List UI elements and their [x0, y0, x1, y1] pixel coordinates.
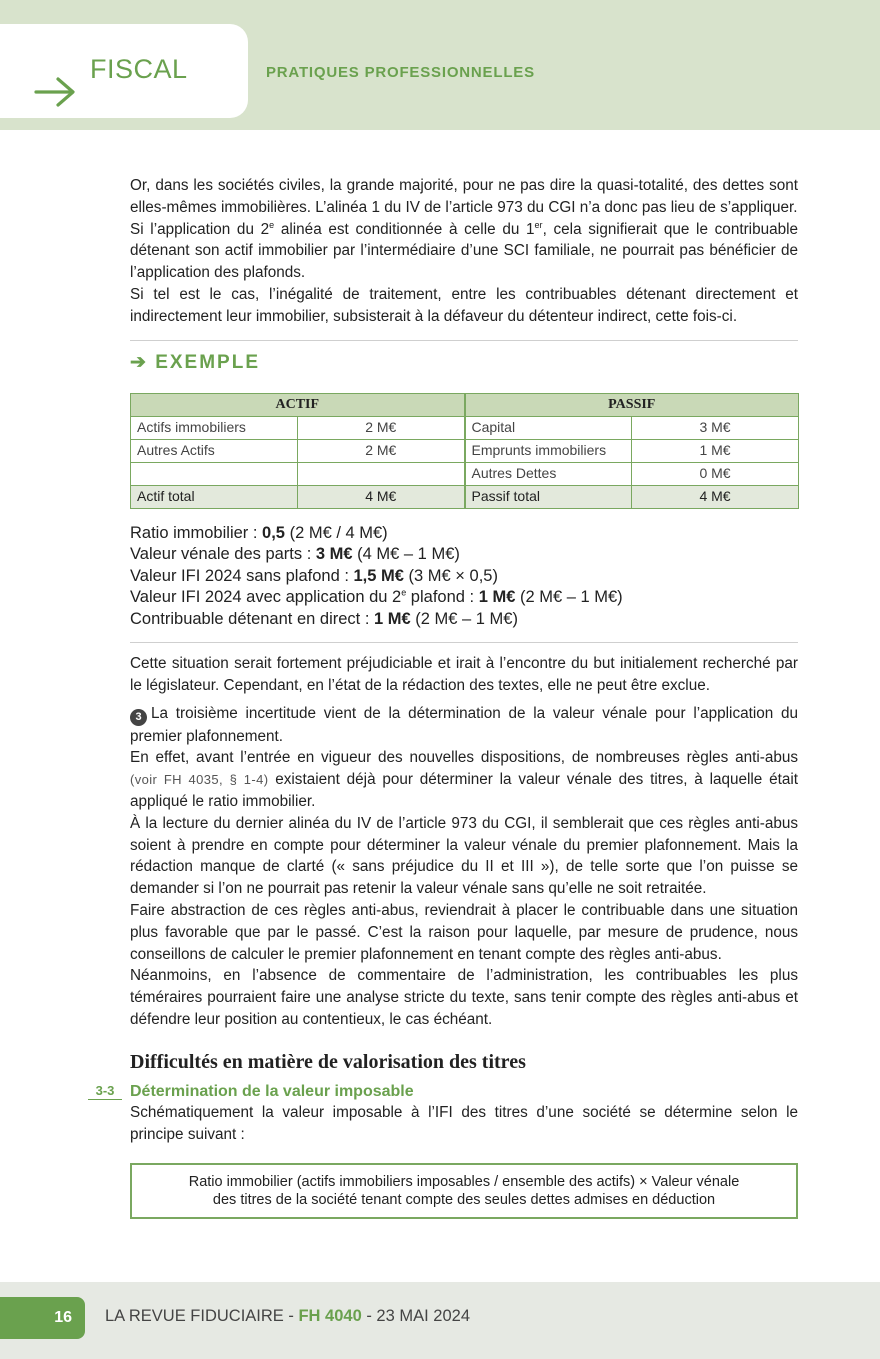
paragraph: En effet, avant l’entrée en vigueur des nouvelles dispositions, de nombreuses règles anti-abus (voir FH 4035, § 1-4) existaient déjà pour déterminer la valeur vénale des titres, à laquelle était appliqué le ratio immobilier.: [130, 749, 798, 811]
section-name: FISCAL: [90, 54, 188, 84]
cell: 0 M€: [632, 462, 799, 485]
cell: 4 M€: [298, 485, 465, 508]
arrow-right-icon: [34, 76, 76, 108]
paragraph: Or, dans les sociétés civiles, la grande majorité, pour ne pas dire la quasi-totalité, des dettes sont elles-mêmes immobilières. L’alinéa 1 du IV de l’article 973 du CGI n’a donc pas lieu de s’appliquer.: [130, 177, 798, 216]
balance-sheet-table: [130, 393, 799, 509]
cross-reference: (voir FH 4035, § 1-4): [130, 772, 269, 788]
footer-publication: LA REVUE FIDUCIAIRE - FH 4040 - 23 MAI 2024: [105, 1307, 470, 1325]
cell: Emprunts immobiliers: [465, 439, 632, 462]
table-row: [131, 416, 799, 439]
arrow-right-icon: ➔: [130, 351, 148, 373]
paragraph: Cette situation serait fortement préjudiciable et irait à l’encontre du but initialement recherché par le législateur. Cependant, en l’état de la rédaction des textes, elle ne peut être exclue.: [130, 655, 798, 694]
paragraph-number: 3-3: [88, 1083, 122, 1100]
cell: 2 M€: [298, 416, 465, 439]
paragraph: Néanmoins, en l’absence de commentaire de l’administration, les contribuables les plus téméraires pourraient faire une analyse stricte du texte, sans tenir compte des règles anti-abus et défendre leur position au contentieux, le cas échéant.: [130, 967, 798, 1029]
paragraph: À la lecture du dernier alinéa du IV de l’article 973 du CGI, il semblerait que ces règles anti-abus soient à prendre en compte pour déterminer la valeur vénale du premier plafonnement. Mais la rédaction manque de clarté (« sans préjudice du II et III »), de telle sorte que l’on puisse se demander si l’on ne pourrait pas retenir la valeur vénale sans qu’elle ne soit retraitée.: [130, 814, 798, 898]
result-line: Valeur IFI 2024 avec application du 2e plafond : 1 M€ (2 M€ – 1 M€): [130, 587, 623, 607]
divider: [130, 642, 798, 643]
cell: [131, 462, 298, 485]
passif-header: PASSIF: [465, 393, 799, 416]
table-row: [131, 439, 799, 462]
subsection-title: Difficultés en matière de valorisation des titres: [130, 1050, 526, 1073]
formula-box: [130, 1163, 798, 1219]
cell: [298, 462, 465, 485]
result-line: Contribuable détenant en direct : 1 M€ (2 M€ – 1 M€): [130, 609, 518, 628]
formula-line: Ratio immobilier (actifs immobiliers imposables / ensemble des actifs) × Valeur vénale: [188, 1174, 740, 1191]
paragraph: Si l’application du 2e alinéa est conditionnée à celle du 1er, cela signifierait que le contribuable détenant son actif immobilier par l’intermédiaire d’une SCI familiale, ne pourrait pas bénéficier de l’application des plafonds.: [130, 219, 798, 282]
table-header-row: [131, 393, 799, 416]
cell: 2 M€: [298, 439, 465, 462]
cell: Actifs immobiliers: [131, 416, 298, 439]
result-line: Valeur vénale des parts : 3 M€ (4 M€ – 1 M€): [130, 545, 460, 564]
cell: 3 M€: [632, 416, 799, 439]
paragraph-title: Détermination de la valeur imposable: [130, 1082, 414, 1100]
cell: Capital: [465, 416, 632, 439]
cell: 4 M€: [632, 485, 799, 508]
result-line: Ratio immobilier : 0,5 (2 M€ / 4 M€): [130, 523, 388, 542]
cell: Autres Dettes: [465, 462, 632, 485]
paragraph-block: [95, 1081, 798, 1146]
paragraph: 3 La troisième incertitude vient de la détermination de la valeur vénale pour l’application du premier plafonnement.: [130, 704, 798, 745]
cell: Passif total: [465, 485, 632, 508]
divider: [130, 340, 798, 341]
paragraph: Si tel est le cas, l’inégalité de traitement, entre les contribuables détenant directement et indirectement leur immobilier, subsisterait à la défaveur du détenteur indirect, cette fois-ci.: [130, 285, 798, 325]
issue-code: FH 4040: [298, 1307, 362, 1325]
example-heading: ➔ EXEMPLE: [130, 351, 261, 373]
page-number: 16: [0, 1297, 85, 1339]
cell: Autres Actifs: [131, 439, 298, 462]
number-3-icon: 3: [130, 709, 147, 726]
cell: Actif total: [131, 485, 298, 508]
actif-header: ACTIF: [131, 393, 465, 416]
table-row: [131, 462, 799, 485]
cell: 1 M€: [632, 439, 799, 462]
paragraph: Schématiquement la valeur imposable à l’IFI des titres d’une société se détermine selon le principe suivant :: [130, 1103, 798, 1143]
header-tab: [0, 24, 248, 118]
rubric-title: PRATIQUES PROFESSIONNELLES: [266, 64, 535, 81]
formula-line: des titres de la société tenant compte des seules dettes admises en déduction: [212, 1192, 716, 1209]
example-results: [130, 523, 798, 631]
paragraph: Faire abstraction de ces règles anti-abus, reviendrait à placer le contribuable dans une situation plus favorable que par le passé. C’est la raison pour laquelle, par mesure de prudence, nous conseillons de calculer le premier plafonnement en tenant compte des règles anti-abus.: [130, 902, 798, 963]
article-content: [95, 175, 798, 1219]
table-total-row: [131, 485, 799, 508]
result-line: Valeur IFI 2024 sans plafond : 1,5 M€ (3 M€ × 0,5): [130, 566, 498, 585]
